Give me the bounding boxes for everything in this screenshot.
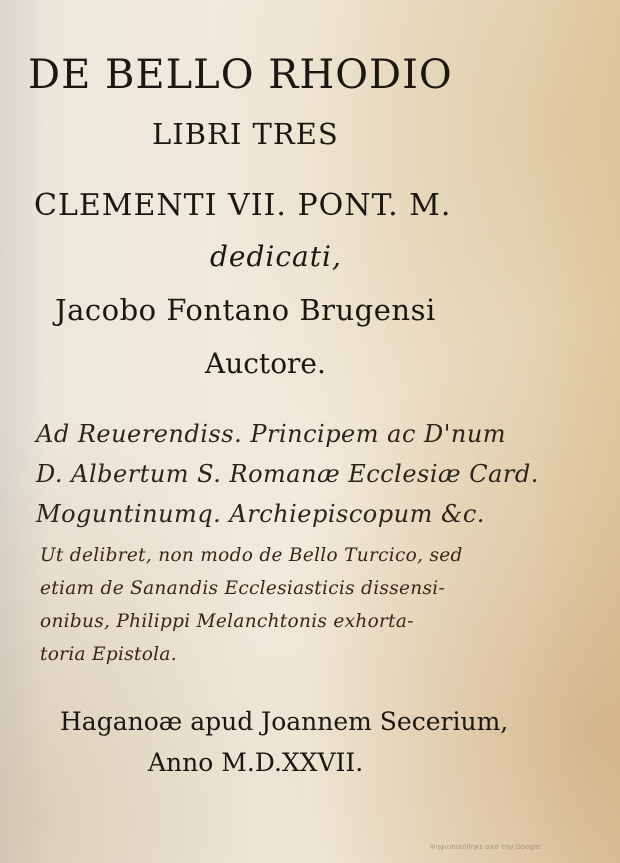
dedication-line-2: D. Albertum S. Romanæ Ecclesiæ Card.	[36, 460, 539, 488]
book-subtitle: LIBRI TRES	[152, 117, 339, 151]
author-name: Jacobo Fontano Brugensi	[55, 293, 436, 327]
dedicated-word: dedicati,	[210, 240, 342, 273]
note-line-4: toria Epistola.	[40, 644, 177, 665]
note-line-2: etiam de Sanandis Ecclesiasticis dissensi-	[40, 578, 446, 599]
dedication-line-3: Moguntinumq. Archiepiscopum &c.	[36, 500, 485, 528]
digitization-watermark: Ψηφιοποιήθηκε από την Google	[430, 843, 541, 851]
imprint-year: Anno M.D.XXVII.	[148, 748, 364, 777]
dedication-line-1: Ad Reuerendiss. Principem ac D'num	[36, 420, 507, 448]
note-line-1: Ut delibret, non modo de Bello Turcico, sed	[40, 545, 463, 566]
dedicatee-line: CLEMENTI VII. PONT. M.	[34, 188, 452, 223]
book-title: DE BELLO RHODIO	[28, 52, 453, 98]
note-line-3: onibus, Philippi Melanchtonis exhorta-	[40, 611, 414, 632]
auctore-word: Auctore.	[205, 347, 326, 380]
imprint-place-printer: Haganoæ apud Joannem Secerium,	[60, 707, 509, 736]
